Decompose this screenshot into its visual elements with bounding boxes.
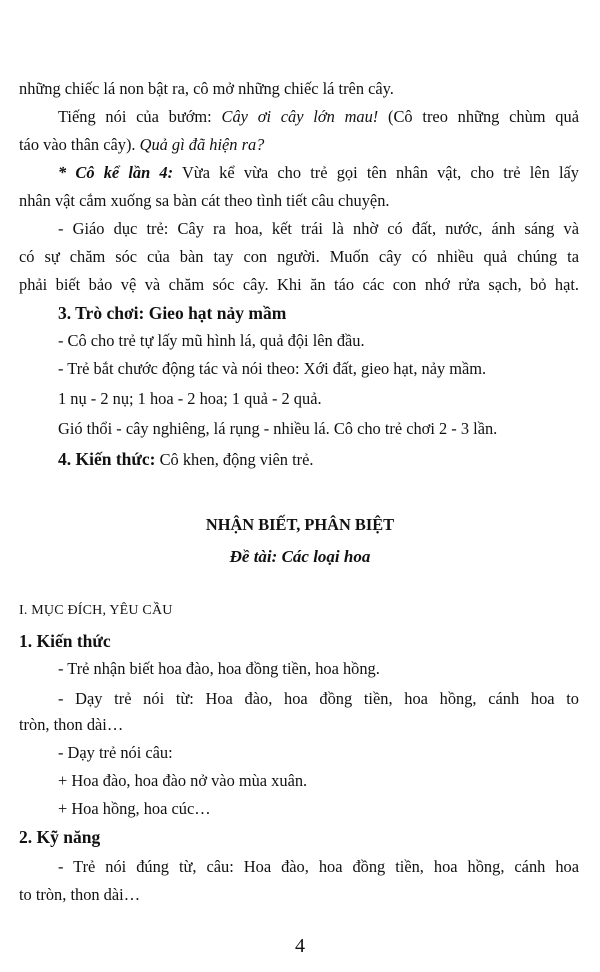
story-line: táo vào thân cây). Quả gì đã hiện ra? xyxy=(19,135,265,154)
education-line: có sự chăm sóc của bàn tay con người. Muốn cây có nhiều quả chúng ta xyxy=(19,247,579,266)
knowledge-item: + Hoa đào, hoa đào nở vào mùa xuân. xyxy=(58,771,308,790)
knowledge-item: - Dạy trẻ nói từ: Hoa đào, hoa đồng tiền, hoa hồng, cánh hoa to xyxy=(58,689,579,708)
butterfly-line: Tiếng nói của bướm: Cây ơi cây lớn mau! (Cô treo những chùm quả xyxy=(58,107,579,126)
education-line: phải biết bảo vệ và chăm sóc cây. Khi ăn táo các con nhớ rửa sạch, bỏ hạt. xyxy=(19,275,579,294)
skill-item: to tròn, thon dài… xyxy=(19,885,141,904)
knowledge-item: + Hoa hồng, hoa cúc… xyxy=(58,799,211,818)
game-item: 1 nụ - 2 nụ; 1 hoa - 2 hoa; 1 quả - 2 quả. xyxy=(58,389,322,408)
page-number: 4 xyxy=(295,935,305,957)
education-line: - Giáo dục trẻ: Cây ra hoa, kết trái là nhờ có đất, nước, ánh sáng và xyxy=(58,219,579,238)
story-line: những chiếc lá non bật ra, cô mở những chiếc lá trên cây. xyxy=(19,79,394,98)
section-heading: I. MỤC ĐÍCH, YÊU CẦU xyxy=(19,603,173,618)
tell-4-line: * Cô kể lần 4: Vừa kể vừa cho trẻ gọi tên nhân vật, cho trẻ lên lấy xyxy=(58,163,579,182)
game-item: Gió thổi - cây nghiêng, lá rụng - nhiều lá. Cô cho trẻ chơi 2 - 3 lần. xyxy=(58,419,498,438)
skill-heading: 2. Kỹ năng xyxy=(19,827,101,847)
lesson-title: NHẬN BIẾT, PHÂN BIỆT xyxy=(205,515,395,534)
lesson-subtitle: Đề tài: Các loại hoa xyxy=(229,547,371,566)
game-item: - Trẻ bắt chước động tác và nói theo: Xới đất, gieo hạt, nảy mầm. xyxy=(58,359,487,378)
knowledge-item: tròn, thon dài… xyxy=(19,715,124,734)
story-line: nhân vật cắm xuống sa bàn cát theo tình tiết câu chuyện. xyxy=(19,191,390,210)
knowledge-item: - Dạy trẻ nói câu: xyxy=(58,743,173,762)
knowledge-end-line: 4. Kiến thức: Cô khen, động viên trẻ. xyxy=(58,449,314,469)
skill-item: - Trẻ nói đúng từ, câu: Hoa đào, hoa đồng tiền, hoa hồng, cánh hoa xyxy=(58,857,579,876)
game-heading: 3. Trò chơi: Gieo hạt nảy mầm xyxy=(58,303,287,323)
game-item: - Cô cho trẻ tự lấy mũ hình lá, quả đội lên đầu. xyxy=(58,331,365,350)
knowledge-heading: 1. Kiến thức xyxy=(19,631,111,651)
knowledge-item: - Trẻ nhận biết hoa đào, hoa đồng tiền, hoa hồng. xyxy=(58,659,380,678)
